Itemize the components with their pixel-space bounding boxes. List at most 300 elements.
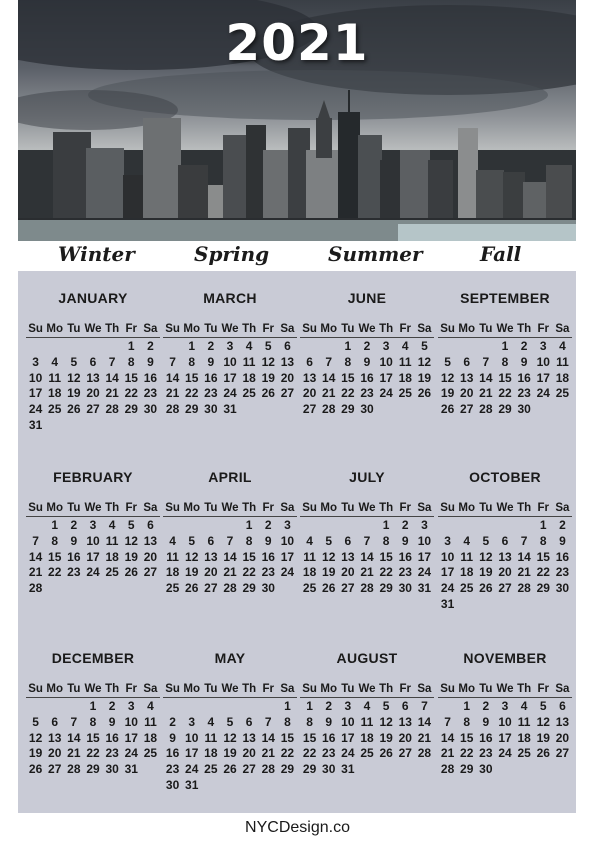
- day-cell: 26: [379, 746, 393, 761]
- empty-day-cell: [182, 517, 201, 533]
- day-grid: [300, 698, 434, 777]
- weekday-label: Fr: [399, 502, 412, 514]
- weekday-label: Mo: [458, 323, 476, 335]
- season-label-winter: Winter: [58, 242, 135, 266]
- day-cell: 3: [344, 699, 352, 713]
- day-cell: 12: [124, 533, 138, 548]
- day-cell: 31: [185, 777, 199, 792]
- day-cell: 19: [185, 565, 199, 580]
- weekday-label: Th: [242, 502, 257, 514]
- day-cell: 15: [498, 370, 512, 385]
- weekday-header: [300, 500, 434, 517]
- day-cell: 20: [498, 565, 512, 580]
- day-cell: 28: [517, 581, 531, 596]
- day-cell: 18: [555, 370, 570, 385]
- day-cell: 24: [417, 565, 432, 580]
- day-cell: 8: [382, 533, 390, 548]
- day-cell: 31: [28, 417, 43, 432]
- day-cell: 3: [32, 354, 39, 369]
- day-cell: 5: [127, 518, 135, 532]
- weekday-label: Tu: [204, 323, 218, 335]
- day-cell: 18: [143, 730, 158, 745]
- day-cell: 27: [280, 386, 295, 401]
- empty-day-cell: [103, 338, 122, 354]
- weekday-header: [300, 681, 434, 698]
- day-cell: 13: [555, 714, 570, 729]
- day-cell: 17: [185, 746, 199, 761]
- day-cell: 5: [70, 354, 78, 369]
- day-cell: 30: [360, 402, 374, 417]
- weekday-label: Su: [440, 683, 455, 695]
- day-cell: 19: [417, 370, 432, 385]
- day-cell: 26: [124, 565, 138, 580]
- month-grid: [26, 500, 160, 596]
- weekday-header: [26, 681, 160, 698]
- day-cell: 3: [127, 699, 135, 713]
- weekday-label: Tu: [67, 323, 81, 335]
- day-cell: 23: [165, 762, 180, 777]
- weekday-label: Sa: [417, 502, 432, 514]
- weekday-label: Tu: [479, 683, 493, 695]
- day-cell: 26: [440, 402, 455, 417]
- day-cell: 3: [501, 699, 509, 713]
- day-cell: 20: [555, 730, 570, 745]
- day-cell: 27: [143, 565, 158, 580]
- day-cell: 15: [302, 730, 317, 745]
- weekday-label: Tu: [341, 683, 355, 695]
- month-grid: [300, 681, 434, 777]
- day-cell: 25: [165, 581, 180, 596]
- weekday-label: Sa: [280, 683, 295, 695]
- day-cell: 28: [28, 581, 43, 596]
- day-cell: 9: [482, 714, 490, 729]
- weekday-label: Tu: [204, 683, 218, 695]
- day-cell: 7: [520, 533, 528, 548]
- day-cell: 10: [417, 533, 432, 548]
- empty-day-cell: [26, 517, 45, 533]
- day-cell: 11: [556, 354, 569, 369]
- day-cell: 18: [517, 730, 531, 745]
- day-cell: 6: [207, 533, 215, 548]
- day-grid: [163, 338, 297, 417]
- season-label-summer: Summer: [328, 242, 423, 266]
- day-cell: 26: [261, 386, 275, 401]
- month-april: [163, 468, 297, 596]
- day-cell: 8: [539, 533, 547, 548]
- weekday-label: Fr: [125, 502, 138, 514]
- day-cell: 10: [440, 549, 455, 564]
- day-cell: 4: [559, 339, 566, 353]
- day-cell: 13: [341, 549, 355, 564]
- weekday-label: Mo: [183, 323, 201, 335]
- month-february: [26, 468, 160, 596]
- weekday-label: Mo: [46, 323, 64, 335]
- day-cell: 7: [363, 533, 371, 548]
- month-grid: [300, 500, 434, 596]
- day-cell: 26: [28, 762, 43, 777]
- day-cell: 4: [207, 714, 215, 729]
- day-cell: 1: [344, 339, 352, 353]
- day-cell: 18: [302, 565, 317, 580]
- weekday-label: Su: [440, 502, 455, 514]
- weekday-header: [438, 321, 572, 338]
- day-cell: 19: [223, 746, 237, 761]
- day-cell: 1: [245, 518, 253, 532]
- empty-day-cell: [259, 698, 278, 714]
- day-cell: 12: [479, 549, 493, 564]
- day-grid: [163, 517, 297, 596]
- day-cell: 9: [70, 533, 78, 548]
- day-cell: 2: [169, 714, 176, 729]
- weekday-label: Th: [517, 323, 532, 335]
- month-december: [26, 649, 160, 777]
- day-cell: 6: [89, 354, 97, 369]
- weekday-label: We: [84, 683, 102, 695]
- day-cell: 12: [28, 730, 43, 745]
- day-cell: 2: [147, 339, 154, 353]
- day-cell: 10: [280, 533, 295, 548]
- day-cell: 6: [501, 533, 509, 548]
- day-cell: 27: [242, 762, 256, 777]
- day-cell: 14: [223, 549, 237, 564]
- day-cell: 11: [204, 730, 218, 745]
- day-cell: 15: [48, 549, 62, 564]
- weekday-label: Tu: [479, 502, 493, 514]
- day-cell: 8: [306, 714, 313, 729]
- weekday-header: [300, 321, 434, 338]
- day-cell: 23: [105, 746, 119, 761]
- day-cell: 2: [401, 518, 409, 532]
- day-cell: 10: [86, 533, 100, 548]
- empty-day-cell: [240, 698, 259, 714]
- day-cell: 5: [382, 699, 390, 713]
- day-cell: 4: [363, 699, 371, 713]
- day-cell: 13: [48, 730, 62, 745]
- season-label-fall: Fall: [480, 242, 522, 266]
- day-cell: 14: [261, 730, 275, 745]
- day-cell: 19: [479, 565, 493, 580]
- weekday-label: Th: [105, 683, 120, 695]
- day-cell: 12: [261, 354, 275, 369]
- day-cell: 12: [67, 370, 81, 385]
- weekday-label: Mo: [320, 502, 338, 514]
- weekday-label: Su: [302, 683, 317, 695]
- day-cell: 7: [325, 354, 333, 369]
- month-grid: [163, 321, 297, 417]
- season-labels: [18, 240, 576, 270]
- day-grid: [300, 517, 434, 596]
- day-cell: 23: [479, 746, 493, 761]
- day-cell: 19: [28, 746, 43, 761]
- weekday-label: Su: [165, 502, 180, 514]
- month-may: [163, 649, 297, 792]
- day-cell: 7: [70, 714, 78, 729]
- weekday-label: Tu: [341, 323, 355, 335]
- month-july: [300, 468, 434, 596]
- day-cell: 18: [242, 370, 256, 385]
- empty-day-cell: [457, 517, 476, 533]
- day-cell: 8: [344, 354, 352, 369]
- day-cell: 9: [401, 533, 409, 548]
- day-cell: 24: [379, 386, 393, 401]
- calendar-year-title: 2021: [225, 14, 369, 72]
- day-cell: 8: [188, 354, 196, 369]
- empty-day-cell: [457, 338, 476, 354]
- month-name: JANUARY: [58, 290, 128, 306]
- weekday-label: We: [358, 683, 376, 695]
- day-cell: 5: [188, 533, 196, 548]
- day-cell: 19: [440, 386, 455, 401]
- day-cell: 5: [32, 714, 39, 729]
- day-cell: 8: [127, 354, 135, 369]
- weekday-label: Mo: [458, 502, 476, 514]
- day-cell: 20: [302, 386, 317, 401]
- day-cell: 23: [517, 386, 531, 401]
- weekday-label: We: [496, 323, 514, 335]
- day-cell: 29: [498, 402, 512, 417]
- day-cell: 30: [204, 402, 218, 417]
- day-cell: 20: [460, 386, 474, 401]
- month-grid: [26, 321, 160, 433]
- day-cell: 6: [344, 533, 352, 548]
- day-cell: 30: [479, 762, 493, 777]
- day-cell: 22: [536, 565, 550, 580]
- day-cell: 8: [51, 533, 59, 548]
- day-cell: 12: [417, 354, 432, 369]
- day-cell: 21: [322, 386, 336, 401]
- day-cell: 15: [379, 549, 393, 564]
- day-cell: 18: [165, 565, 180, 580]
- day-cell: 21: [261, 746, 275, 761]
- day-cell: 14: [28, 549, 43, 564]
- weekday-label: Mo: [183, 683, 201, 695]
- weekday-label: We: [358, 323, 376, 335]
- day-cell: 17: [379, 370, 393, 385]
- day-cell: 25: [48, 402, 62, 417]
- month-name: JUNE: [347, 290, 387, 306]
- weekday-label: We: [358, 502, 376, 514]
- empty-day-cell: [300, 338, 319, 354]
- day-cell: 16: [360, 370, 374, 385]
- day-cell: 13: [460, 370, 474, 385]
- weekday-label: Tu: [341, 502, 355, 514]
- day-cell: 13: [242, 730, 256, 745]
- day-cell: 20: [341, 565, 355, 580]
- weekday-label: Th: [379, 683, 394, 695]
- empty-day-cell: [300, 517, 319, 533]
- day-cell: 26: [479, 581, 493, 596]
- weekday-label: Th: [242, 683, 257, 695]
- weekday-label: Sa: [280, 323, 295, 335]
- day-cell: 20: [204, 565, 218, 580]
- day-cell: 28: [261, 762, 275, 777]
- day-cell: 2: [520, 339, 528, 353]
- month-september: [438, 289, 572, 417]
- month-name: AUGUST: [336, 650, 398, 666]
- weekday-label: Fr: [537, 502, 550, 514]
- day-cell: 11: [398, 354, 412, 369]
- day-cell: 30: [261, 581, 275, 596]
- month-grid: [163, 681, 297, 793]
- day-cell: 10: [379, 354, 393, 369]
- weekday-header: [438, 681, 572, 698]
- day-cell: 23: [555, 565, 570, 580]
- day-cell: 22: [302, 746, 317, 761]
- day-grid: [438, 698, 572, 777]
- day-cell: 17: [28, 386, 43, 401]
- day-cell: 5: [444, 354, 451, 369]
- day-cell: 5: [226, 714, 234, 729]
- day-cell: 31: [223, 402, 237, 417]
- day-cell: 1: [127, 339, 135, 353]
- day-cell: 14: [360, 549, 374, 564]
- day-cell: 22: [242, 565, 256, 580]
- day-cell: 23: [261, 565, 275, 580]
- month-name: DECEMBER: [51, 650, 135, 666]
- day-cell: 13: [204, 549, 218, 564]
- day-cell: 20: [280, 370, 295, 385]
- day-cell: 14: [417, 714, 432, 729]
- day-cell: 8: [501, 354, 509, 369]
- day-cell: 8: [245, 533, 253, 548]
- day-cell: 4: [245, 339, 253, 353]
- weekday-label: Mo: [458, 683, 476, 695]
- day-cell: 25: [302, 581, 317, 596]
- day-cell: 1: [188, 339, 196, 353]
- day-cell: 10: [185, 730, 199, 745]
- day-cell: 30: [322, 762, 336, 777]
- day-cell: 26: [185, 581, 199, 596]
- day-grid: [300, 338, 434, 417]
- empty-day-cell: [64, 698, 83, 714]
- month-name: MARCH: [203, 290, 257, 306]
- weekday-label: Th: [517, 683, 532, 695]
- day-cell: 18: [105, 549, 119, 564]
- day-cell: 4: [401, 339, 409, 353]
- day-cell: 24: [280, 565, 295, 580]
- weekday-header: [26, 321, 160, 338]
- weekday-label: Th: [517, 502, 532, 514]
- day-cell: 6: [147, 518, 154, 532]
- weekday-label: Th: [242, 323, 257, 335]
- day-cell: 5: [421, 339, 428, 353]
- month-name: MAY: [214, 650, 246, 666]
- day-cell: 13: [143, 533, 158, 548]
- day-cell: 27: [460, 402, 474, 417]
- day-cell: 29: [280, 762, 295, 777]
- day-cell: 24: [124, 746, 138, 761]
- day-cell: 31: [341, 762, 355, 777]
- day-cell: 30: [398, 581, 412, 596]
- day-cell: 24: [185, 762, 199, 777]
- day-cell: 4: [306, 533, 313, 548]
- day-cell: 1: [382, 518, 390, 532]
- weekday-header: [163, 681, 297, 698]
- day-cell: 23: [67, 565, 81, 580]
- empty-day-cell: [45, 338, 64, 354]
- day-cell: 5: [539, 699, 547, 713]
- day-cell: 28: [322, 402, 336, 417]
- day-cell: 13: [498, 549, 512, 564]
- day-cell: 1: [89, 699, 97, 713]
- empty-day-cell: [220, 517, 239, 533]
- day-cell: 13: [280, 354, 295, 369]
- day-cell: 6: [245, 714, 253, 729]
- day-cell: 17: [417, 549, 432, 564]
- day-cell: 29: [341, 402, 355, 417]
- day-cell: 17: [124, 730, 138, 745]
- day-cell: 29: [86, 762, 100, 777]
- day-cell: 25: [517, 746, 531, 761]
- day-cell: 16: [479, 730, 493, 745]
- weekday-label: Fr: [537, 683, 550, 695]
- day-cell: 21: [517, 565, 531, 580]
- day-cell: 16: [555, 549, 570, 564]
- day-cell: 9: [108, 714, 116, 729]
- day-cell: 21: [223, 565, 237, 580]
- day-cell: 20: [86, 386, 100, 401]
- day-cell: 23: [322, 746, 336, 761]
- day-cell: 2: [482, 699, 490, 713]
- month-grid: [438, 321, 572, 417]
- month-june: [300, 289, 434, 417]
- day-cell: 9: [207, 354, 215, 369]
- day-cell: 21: [105, 386, 119, 401]
- day-cell: 17: [498, 730, 512, 745]
- day-cell: 21: [360, 565, 374, 580]
- day-cell: 14: [165, 370, 180, 385]
- day-cell: 4: [520, 699, 528, 713]
- day-cell: 7: [421, 699, 428, 713]
- day-cell: 24: [341, 746, 355, 761]
- empty-day-cell: [338, 517, 357, 533]
- day-cell: 2: [325, 699, 333, 713]
- day-cell: 6: [559, 699, 566, 713]
- day-cell: 6: [284, 339, 291, 353]
- month-november: [438, 649, 572, 777]
- day-cell: 31: [440, 596, 455, 611]
- empty-day-cell: [45, 698, 64, 714]
- empty-day-cell: [64, 338, 83, 354]
- day-cell: 11: [48, 370, 62, 385]
- weekday-label: Fr: [262, 683, 275, 695]
- day-cell: 17: [341, 730, 355, 745]
- day-cell: 7: [32, 533, 39, 548]
- day-cell: 18: [460, 565, 474, 580]
- weekday-label: Th: [379, 502, 394, 514]
- day-cell: 2: [559, 518, 566, 532]
- day-cell: 1: [463, 699, 471, 713]
- day-cell: 22: [86, 746, 100, 761]
- day-cell: 11: [105, 533, 119, 548]
- day-cell: 19: [67, 386, 81, 401]
- day-cell: 11: [303, 549, 316, 564]
- day-cell: 12: [440, 370, 455, 385]
- month-grid: [163, 500, 297, 596]
- day-cell: 15: [185, 370, 199, 385]
- empty-day-cell: [26, 338, 45, 354]
- day-cell: 11: [242, 354, 256, 369]
- day-cell: 22: [48, 565, 62, 580]
- day-cell: 17: [440, 565, 455, 580]
- day-cell: 22: [460, 746, 474, 761]
- empty-day-cell: [201, 698, 220, 714]
- day-cell: 28: [440, 762, 455, 777]
- day-cell: 28: [360, 581, 374, 596]
- day-cell: 8: [89, 714, 97, 729]
- day-cell: 28: [165, 402, 180, 417]
- weekday-label: Sa: [143, 502, 158, 514]
